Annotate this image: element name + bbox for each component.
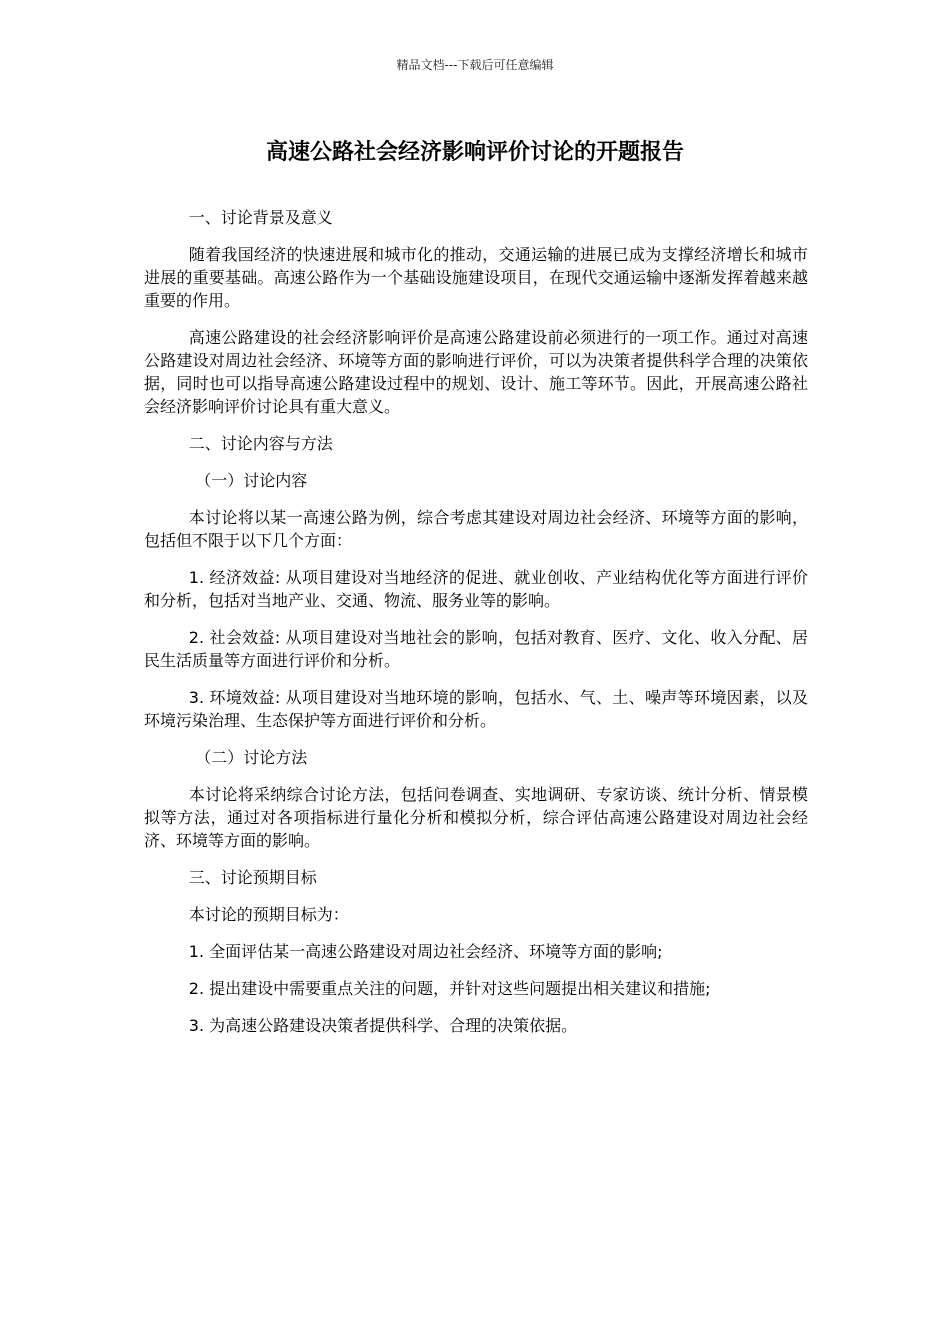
section-1-paragraph-1: 随着我国经济的快速进展和城市化的推动，交通运输的进展已成为支撑经济增长和城市进展的重要基础。高速公路作为一个基础设施建设项目，在现代交通运输中逐渐发挥着越来越重要的作用。 (144, 245, 808, 310)
section-2-sub-1-item-1: 1. 经济效益: 从项目建设对当地经济的促进、就业创收、产业结构优化等方面进行评价和分析，包括对当地产业、交通、物流、服务业等的影响。 (144, 568, 808, 610)
document-body (144, 206, 808, 1051)
section-3-heading: 三、讨论预期目标 (188, 868, 317, 887)
section-2-sub-1-heading: （一）讨论内容 (195, 471, 308, 490)
document-title: 高速公路社会经济影响评价讨论的开题报告 (265, 140, 684, 165)
section-3-item-3: 3. 为高速公路建设决策者提供科学、合理的决策依据。 (188, 1016, 578, 1035)
section-2-sub-2-heading: （二）讨论方法 (195, 748, 308, 767)
section-3-item-2: 2. 提出建设中需要重点关注的问题，并针对这些问题提出相关建议和措施; (188, 979, 711, 998)
section-2-heading: 二、讨论内容与方法 (188, 434, 333, 453)
header-note: 精品文档---下载后可任意编辑 (396, 58, 554, 72)
section-2-sub-1-intro: 本讨论将以某一高速公路为例，综合考虑其建设对周边社会经济、环境等方面的影响，包括但不限于以下几个方面： (144, 508, 808, 550)
section-2-sub-1-item-3: 3. 环境效益: 从项目建设对当地环境的影响，包括水、气、土、噪声等环境因素，以及环境污染治理、生态保护等方面进行评价和分析。 (144, 688, 808, 730)
section-1-paragraph-2: 高速公路建设的社会经济影响评价是高速公路建设前必须进行的一项工作。通过对高速公路建设对周边社会经济、环境等方面的影响进行评价，可以为决策者提供科学合理的决策依据，同时也可以指导高速公路建设过程中的规划、设计、施工等环节。因此，开展高速公路社会经济影响评价讨论具有重大意义。 (144, 328, 808, 416)
section-2-sub-1-item-2: 2. 社会效益: 从项目建设对当地社会的影响，包括对教育、医疗、文化、收入分配、居民生活质量等方面进行评价和分析。 (144, 628, 808, 670)
section-3-intro: 本讨论的预期目标为： (188, 905, 349, 924)
section-3-item-1: 1. 全面评估某一高速公路建设对周边社会经济、环境等方面的影响; (188, 942, 663, 961)
section-1-heading: 一、讨论背景及意义 (188, 208, 333, 227)
section-2-sub-2-text: 本讨论将采纳综合讨论方法，包括问卷调查、实地调研、专家访谈、统计分析、情景模拟等方法，通过对各项指标进行量化分析和模拟分析，综合评估高速公路建设对周边社会经济、环境等方面的影响。 (144, 785, 808, 850)
